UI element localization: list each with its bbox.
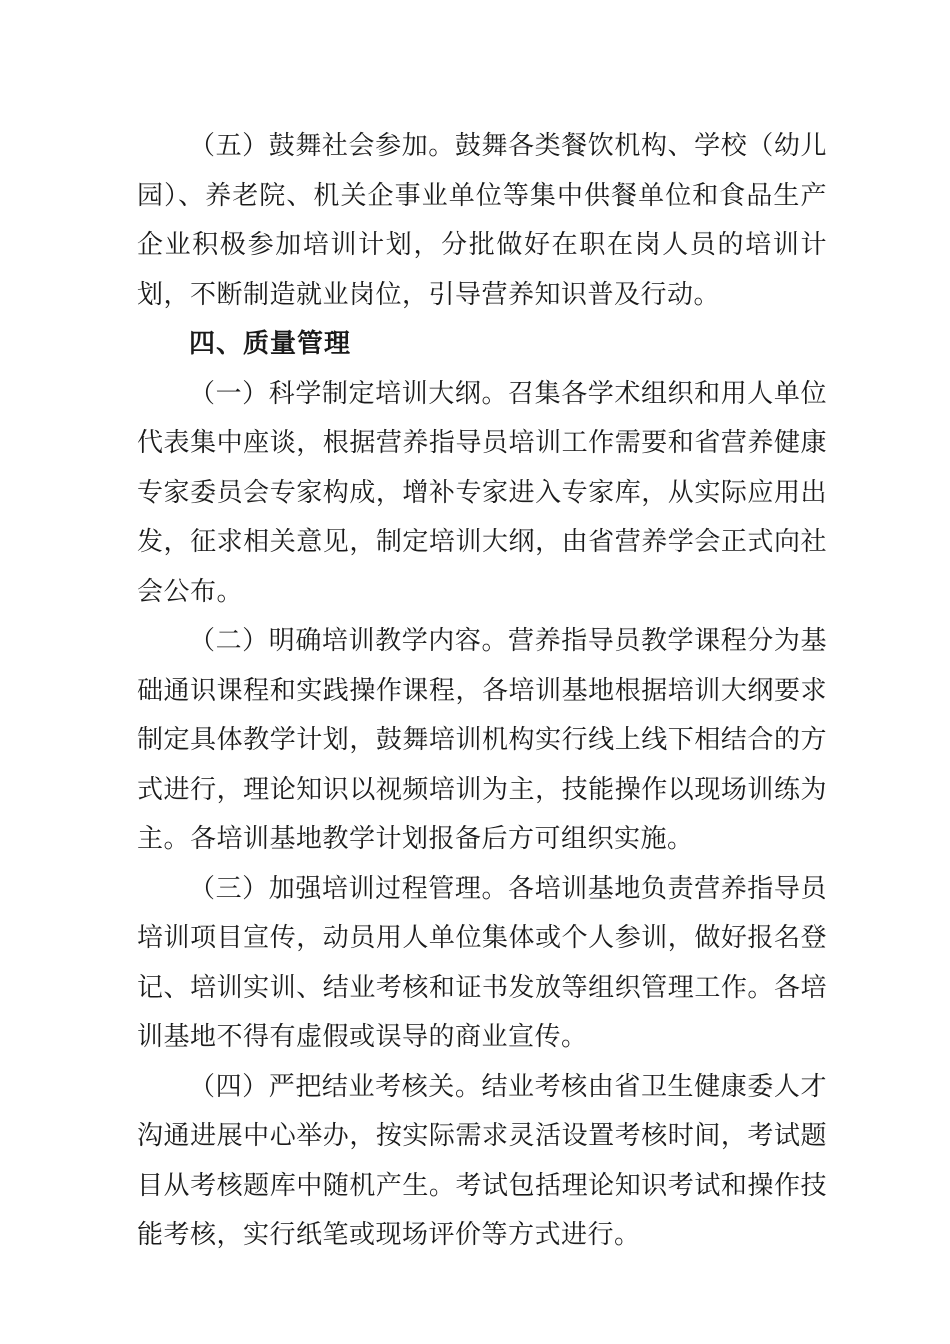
paragraph-4-graduation-assessment: （四）严把结业考核关。结业考核由省卫生健康委人才沟通进展中心举办，按实际需求灵活设置考核时间，考试题目从考核题库中随机产生。考试包括理论知识考试和操作技能考核，实行纸笔或现场评价等方式进行。 [137, 1071, 827, 1250]
paragraph-1-training-outline: （一）科学制定培训大纲。召集各学术组织和用人单位代表集中座谈，根据营养指导员培训工作需要和省营养健康专家委员会专家构成，增补专家进入专家库，从实际应用出发，征求相关意见，制定培训大纲，由省营养学会正式向社会公布。 [137, 378, 827, 607]
paragraph-5-social-participation: （五）鼓舞社会参加。鼓舞各类餐饮机构、学校（幼儿园）、养老院、机关企事业单位等集中供餐单位和食品生产企业积极参加培训计划，分批做好在职在岗人员的培训计划，不断制造就业岗位，引导营养知识普及行动。 [137, 131, 827, 310]
section-heading-quality-management: 四、质量管理 [189, 329, 352, 359]
paragraph-3-process-management: （三）加强培训过程管理。各培训基地负责营养指导员培训项目宣传，动员用人单位集体或个人参训，做好报名登记、培训实训、结业考核和证书发放等组织管理工作。各培训基地不得有虚假或误导的商业宣传。 [137, 873, 827, 1052]
paragraph-2-teaching-content: （二）明确培训教学内容。营养指导员教学课程分为基础通识课程和实践操作课程，各培训基地根据培训大纲要求制定具体教学计划，鼓舞培训机构实行线上线下相结合的方式进行，理论知识以视频培训为主，技能操作以现场训练为主。各培训基地教学计划报备后方可组织实施。 [137, 626, 827, 854]
document-body [137, 122, 827, 1261]
